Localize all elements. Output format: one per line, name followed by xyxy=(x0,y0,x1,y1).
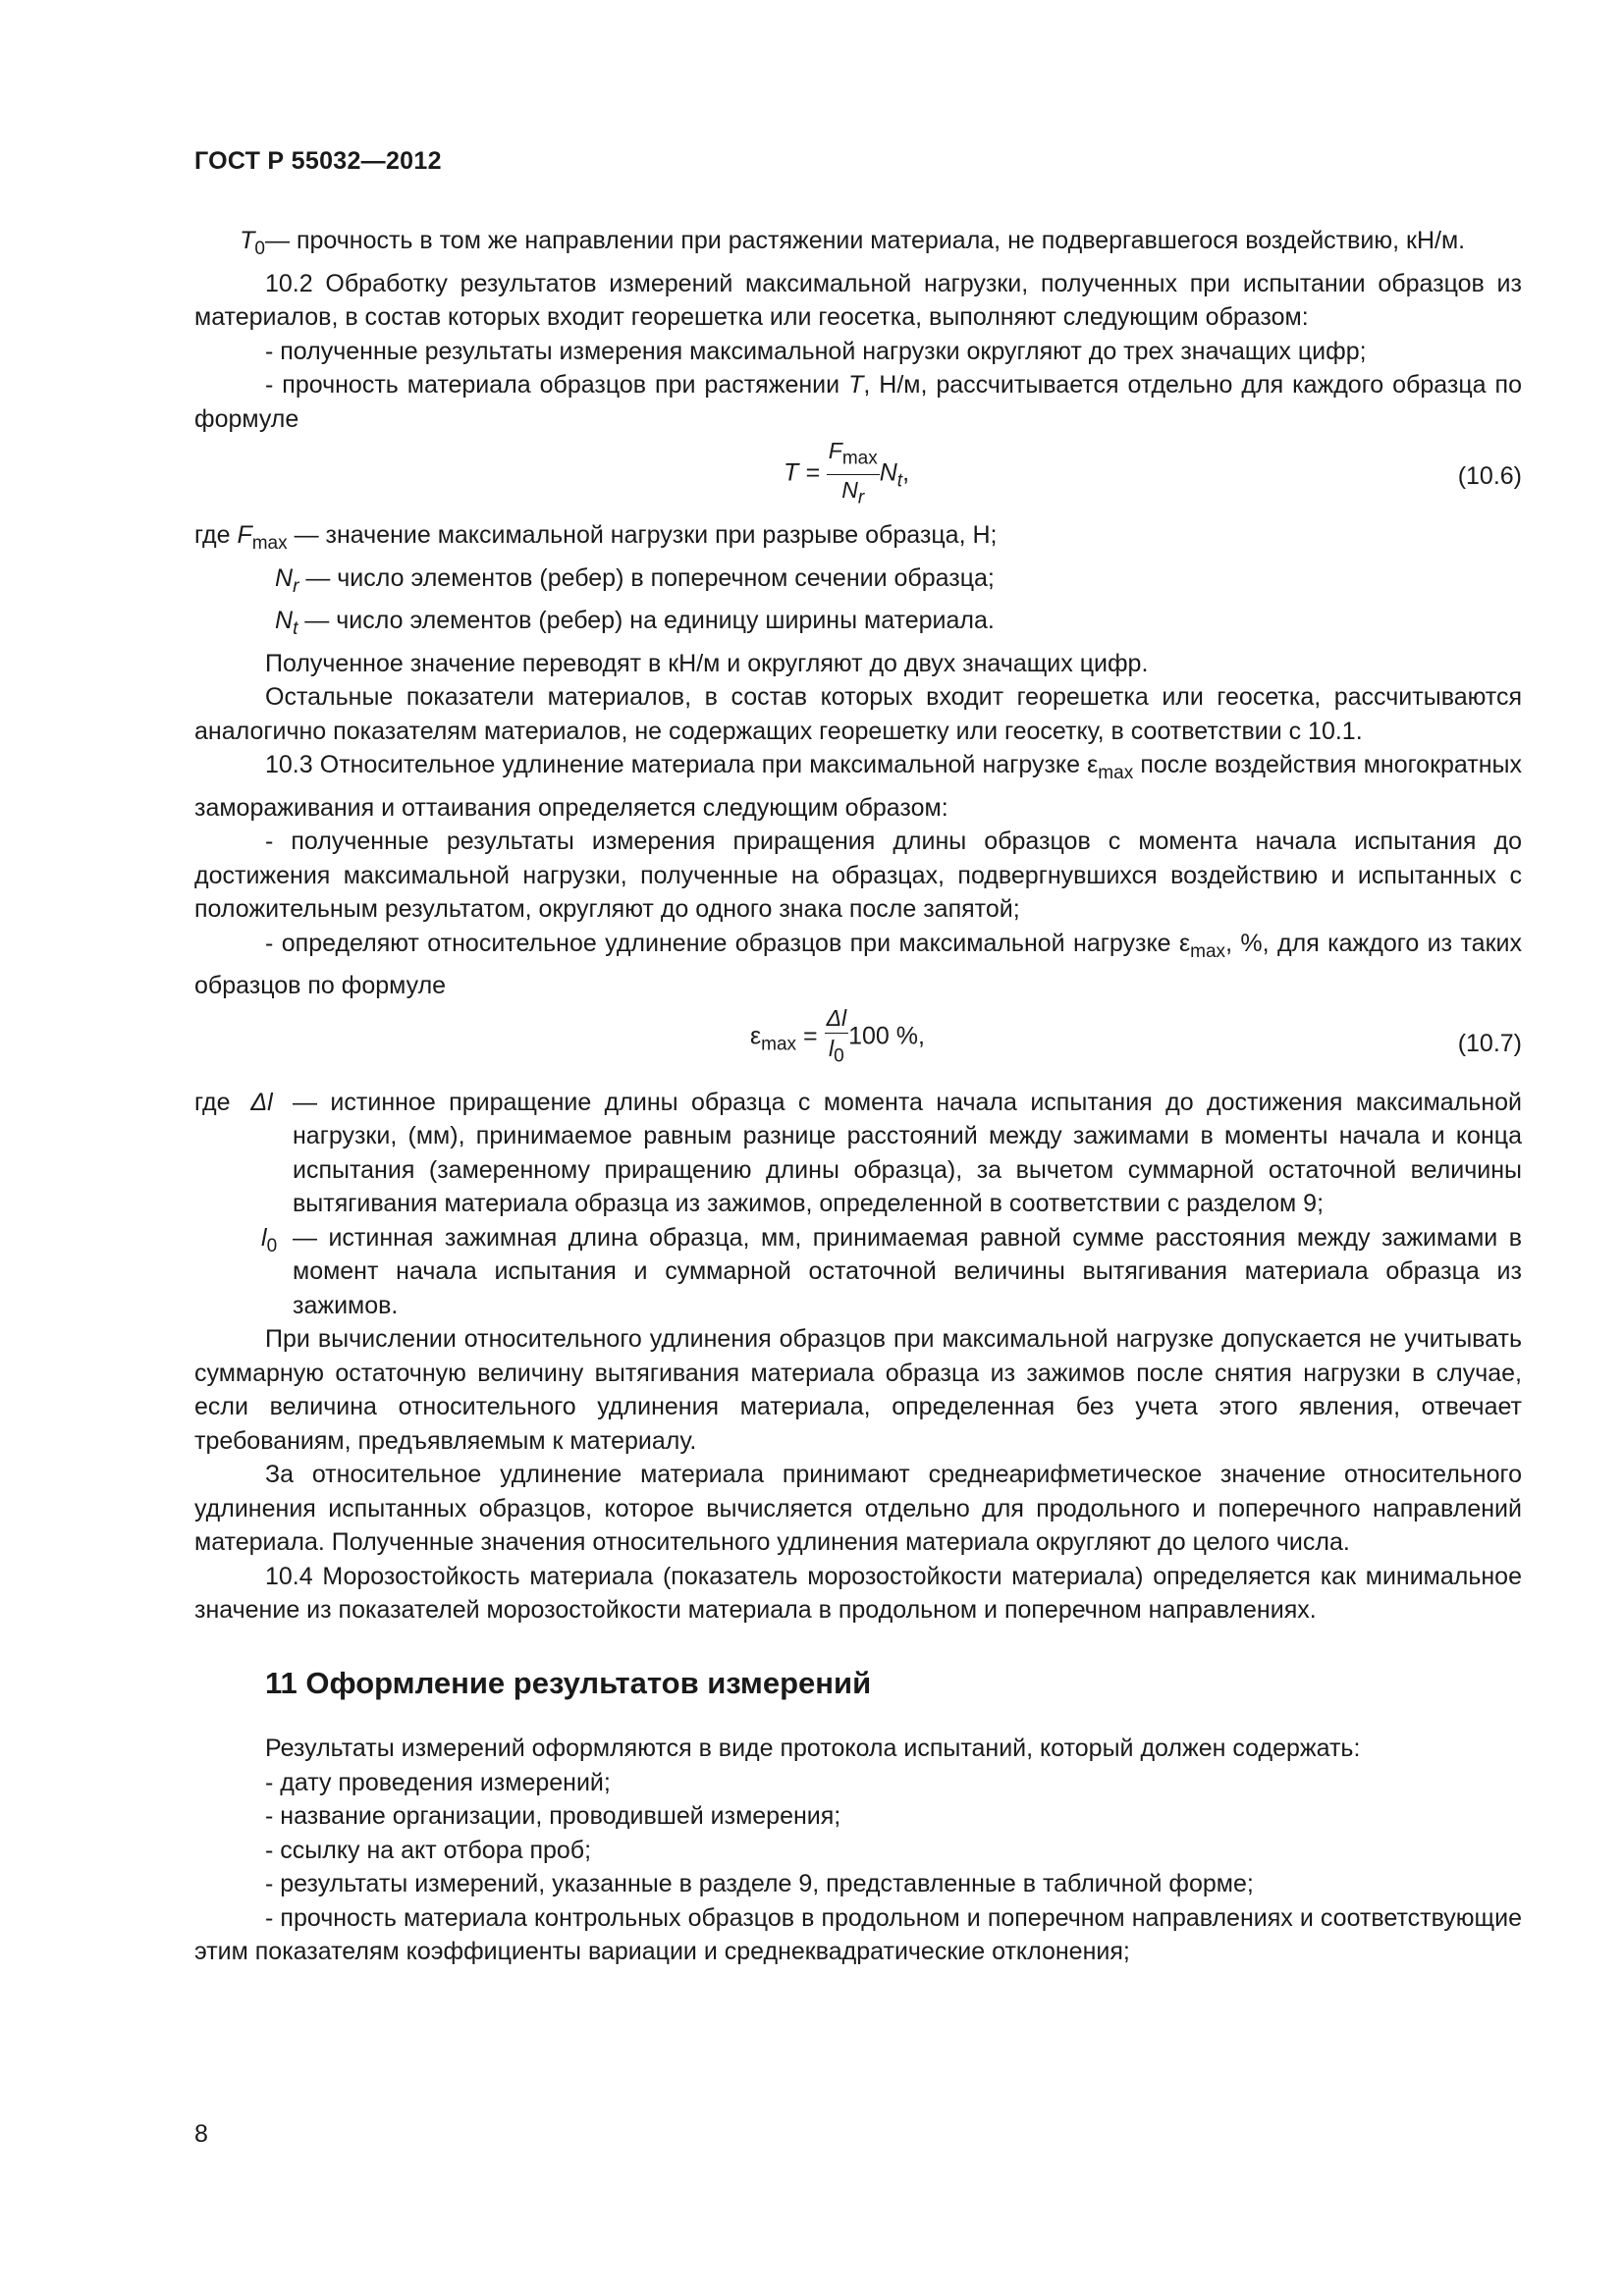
formula-10-7-expression: $\varepsilon_{max}$ = $\frac{\Delta l}{l_0}$ 100 %, xyxy=(750,1003,925,1072)
clause-10-3-item-2: - определяют относительное удлинение образцов при максимальной нагрузке $\varepsilon_{max}$, %, для каждого из таких образцов по формуле xyxy=(194,929,1522,999)
after-10-7-paragraph-2: За относительное удлинение материала принимают среднеарифметическое значение относительного удлинения испытанных образцов, которое вычисляется отдельно для продольного и поперечного направлений материала. Полученные значения относительного удлинения материала округляют до целого числа. xyxy=(194,1461,1522,1556)
formula-10-6-fraction: $\frac{F_{max}}{N_r}$ xyxy=(828,438,878,508)
clause-10-4: 10.4 Морозостойкость материала (показатель морозостойкости материала) определяется как минимальное значение из показателей морозостойкости материала в продольном и поперечном направлениях. xyxy=(194,1562,1522,1624)
page-number: 8 xyxy=(194,2120,208,2148)
def-l0: $l_0$ — истинная зажимная длина образца, мм, принимаемая равной сумме расстояния между зажимами в момент начала испытания и суммарной остаточной величины вытягивания материала образца из зажимов. xyxy=(194,1221,1522,1323)
formula-10-6-definitions xyxy=(194,518,1522,647)
formula-10-6 xyxy=(194,436,1522,518)
formula-10-6-number: (10.6) xyxy=(1457,462,1522,490)
section-11-item: - прочность материала контрольных образцов в продольном и поперечном направлениях и соответствующие этим показателям коэффициенты вариации и среднеквадратические отклонения; xyxy=(194,1903,1522,1965)
section-11-title: 11 Оформление результатов измерений xyxy=(265,1665,872,1700)
section-11-intro: Результаты измерений оформляются в виде протокола испытаний, который должен содержать: xyxy=(265,1735,1361,1762)
section-11-item: - результаты измерений, указанные в разделе 9, представленные в табличной форме; xyxy=(265,1870,1254,1897)
t0-symbol: $T_0$ xyxy=(240,227,265,259)
after-10-6-paragraph-2: Остальные показатели материалов, в состав которых входит георешетка или геосетка, рассчитываются аналогично показателям материалов, не содержащих георешетку или геосетку, в соответствии с 10.1. xyxy=(194,683,1522,745)
document-body xyxy=(194,224,1522,1969)
clause-10-2-item-1: - полученные результаты измерения максимальной нагрузки округляют до трех значащих цифр; xyxy=(265,337,1367,365)
formula-10-7-number: (10.7) xyxy=(1457,1029,1522,1057)
after-10-6-paragraph-1: Полученное значение переводят в кН/м и округляют до двух значащих цифр. xyxy=(265,649,1149,677)
t0-definition xyxy=(194,224,1522,267)
clause-10-3-item-1: - полученные результаты измерения приращения длины образцов с момента начала испытания до достижения максимальной нагрузки, полученные на образцах, подвергнувшихся воздействию и испытанных с положительным результатом, округляют до одного знака после запятой; xyxy=(194,828,1522,923)
formula-10-7-fraction: $\frac{\Delta l}{l_0}$ xyxy=(826,1004,847,1067)
section-11-item: - название организации, проводившей измерения; xyxy=(265,1802,841,1830)
clause-10-2-item-2: - прочность материала образцов при растяжении T, Н/м, рассчитывается отдельно для каждого образца по формуле xyxy=(194,371,1522,433)
section-11-item: - ссылку на акт отбора проб; xyxy=(265,1836,592,1864)
formula-10-6-expression: T = $\frac{F_{max}}{N_r}$ $N_t$, xyxy=(784,436,909,512)
def-nt: $N_t$ — число элементов (ребер) на единицу ширины материала. xyxy=(275,607,995,639)
def-nr: $N_r$ — число элементов (ребер) в поперечном сечении образца; xyxy=(275,563,995,597)
section-11-item: - дату проведения измерений; xyxy=(265,1768,611,1796)
formula-10-7 xyxy=(194,1003,1522,1086)
t0-text: — прочность в том же направлении при растяжении материала, не подвергавшегося воздействию, кН/м. xyxy=(265,227,1466,254)
def-delta-l: где Δl — истинное приращение длины образца с момента начала испытания до достижения максимальной нагрузки, (мм), принимаемое равным разнице расстояний между зажимами в моменты начала и конца испытания (замеренному приращению длины образца), за вычетом суммарной остаточной величины вытягивания материала образца из зажимов, определенной в соответствии с разделом 9; xyxy=(194,1086,1522,1221)
def-delta-l-text: — истинное приращение длины образца с момента начала испытания до достижения максимальной нагрузки, (мм), принимаемое равным разнице расстояний между зажимами в моменты начала и конца испытания (замеренному приращению длины образца), за вычетом суммарной остаточной величины вытягивания материала образца из зажимов, определенной в соответствии с разделом 9; xyxy=(293,1088,1522,1217)
document-header: ГОСТ Р 55032—2012 xyxy=(194,147,442,175)
def-l0-text: — истинная зажимная длина образца, мм, принимаемая равной сумме расстояния между зажимами в момент начала испытания и суммарной остаточной величины вытягивания материала образца из зажимов. xyxy=(293,1223,1522,1319)
clause-10-3-intro: 10.3 Относительное удлинение материала при максимальной нагрузке $\varepsilon_{max}$ после воздействия многократных замораживания и оттаивания определяется следующим образом: xyxy=(194,751,1522,822)
clause-10-2-intro: 10.2 Обработку результатов измерений максимальной нагрузки, полученных при испытании образцов из материалов, в состав которых входит георешетка или геосетка, выполняют следующим образом: xyxy=(194,269,1522,331)
after-10-7-paragraph-1: При вычислении относительного удлинения образцов при максимальной нагрузке допускается не учитывать суммарную остаточную величину вытягивания материала образца из зажимов после снятия нагрузки в случае, если величина относительного удлинения материала, определенная без учета этого явления, отвечает требованиям, предъявляемым к материалу. xyxy=(194,1325,1522,1455)
def-fmax: где $F_{max}$ — значение максимальной нагрузки при разрыве образца, Н; xyxy=(194,521,998,554)
